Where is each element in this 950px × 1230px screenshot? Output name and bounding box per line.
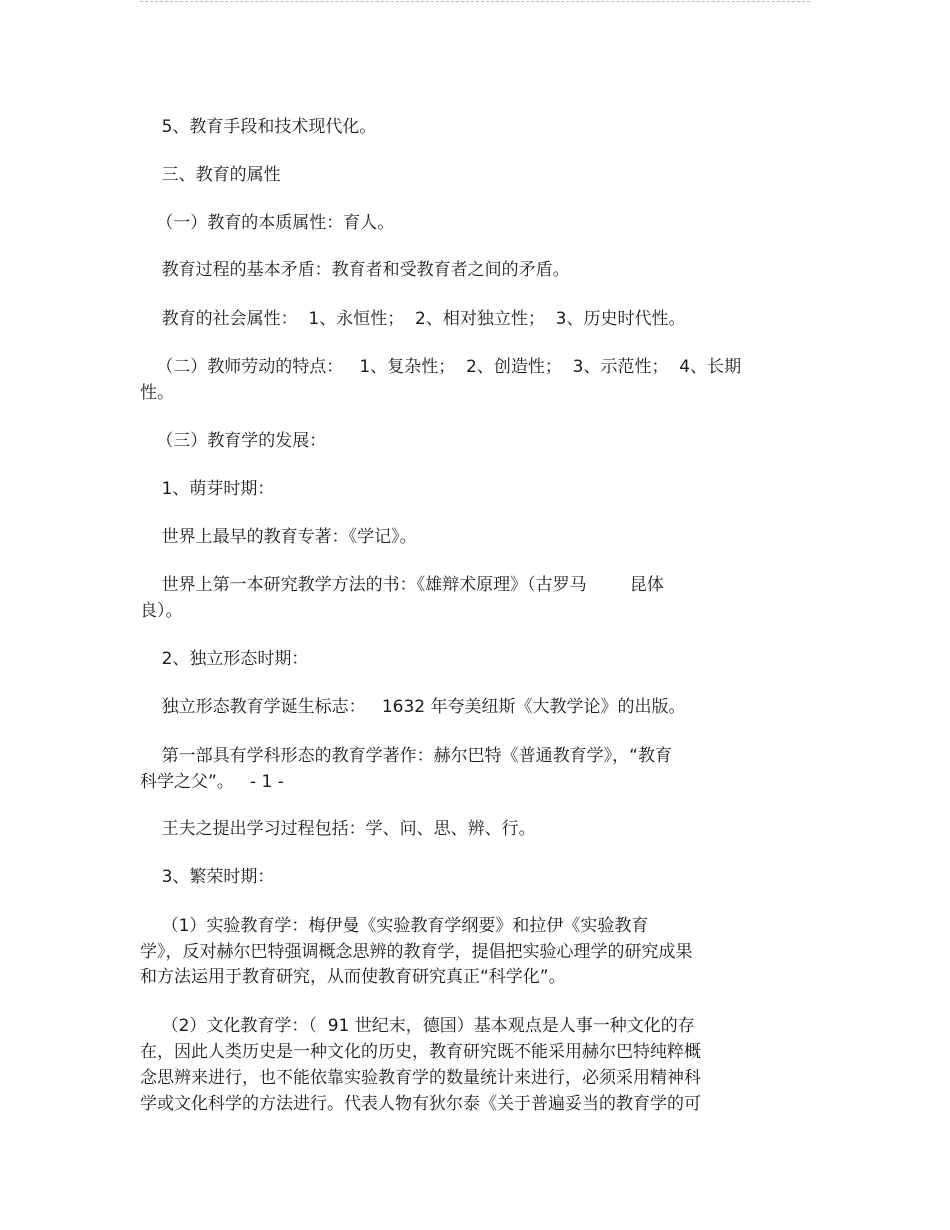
text-line: （1）实验教育学：梅伊曼《实验教育学纲要》和拉伊《实验教育 xyxy=(140,916,649,936)
text-line: （三）教育学的发展： xyxy=(140,431,327,451)
text-line: 学或文化科学的方法进行。代表人物有狄尔泰《关于普遍妥当的教育学的可 xyxy=(140,1094,701,1114)
text-line: （2）文化教育学：（ 91 世纪末，德国）基本观点是人事一种文化的存 xyxy=(140,1016,695,1036)
text-line: 在，因此人类历史是一种文化的历史，教育研究既不能采用赫尔巴特纯粹概 xyxy=(140,1042,701,1062)
text-line: （一）教育的本质属性：育人。 xyxy=(140,213,395,233)
text-line: 独立形态教育学诞生标志： 1632 年夸美纽斯《大教学论》的出版。 xyxy=(140,697,686,717)
section-heading: 三、教育的属性 xyxy=(140,165,281,185)
text-line: 良）。 xyxy=(140,601,183,621)
text-line: （二）教师劳动的特点： 1、复杂性； 2、创造性； 3、示范性； 4、长期 xyxy=(140,357,742,377)
text-line-with-page-number: 科学之父”。 - 1 - xyxy=(140,772,284,792)
text-line: 教育的社会属性： 1、永恒性； 2、相对独立性； 3、历史时代性。 xyxy=(140,309,686,329)
text-line: 教育过程的基本矛盾：教育者和受教育者之间的矛盾。 xyxy=(140,260,570,280)
text-line: 1、萌芽时期： xyxy=(140,479,275,499)
text-line: 世界上最早的教育专著：《学记》。 xyxy=(140,527,417,547)
text-line: 5、教育手段和技术现代化。 xyxy=(140,117,377,137)
text-line: 2、独立形态时期： xyxy=(140,649,309,669)
text-line: 第一部具有学科形态的教育学著作：赫尔巴特《普通教育学》，“教育 xyxy=(140,746,672,766)
text-line: 性。 xyxy=(140,383,174,403)
text-line: 念思辨来进行，也不能依靠实验教育学的数量统计来进行，必须采用精神科 xyxy=(140,1068,701,1088)
text-line: 3、繁荣时期： xyxy=(140,867,275,887)
text-line: 世界上第一本研究教学方法的书：《雄辩术原理》（古罗马 昆体 xyxy=(140,575,664,595)
text-line: 和方法运用于教育研究，从而使教育研究真正“科学化”。 xyxy=(140,967,566,987)
text-line: 学》，反对赫尔巴特强调概念思辨的教育学，提倡把实验心理学的研究成果 xyxy=(140,942,693,962)
text-line: 王夫之提出学习过程包括：学、问、思、辨、行。 xyxy=(140,819,536,839)
